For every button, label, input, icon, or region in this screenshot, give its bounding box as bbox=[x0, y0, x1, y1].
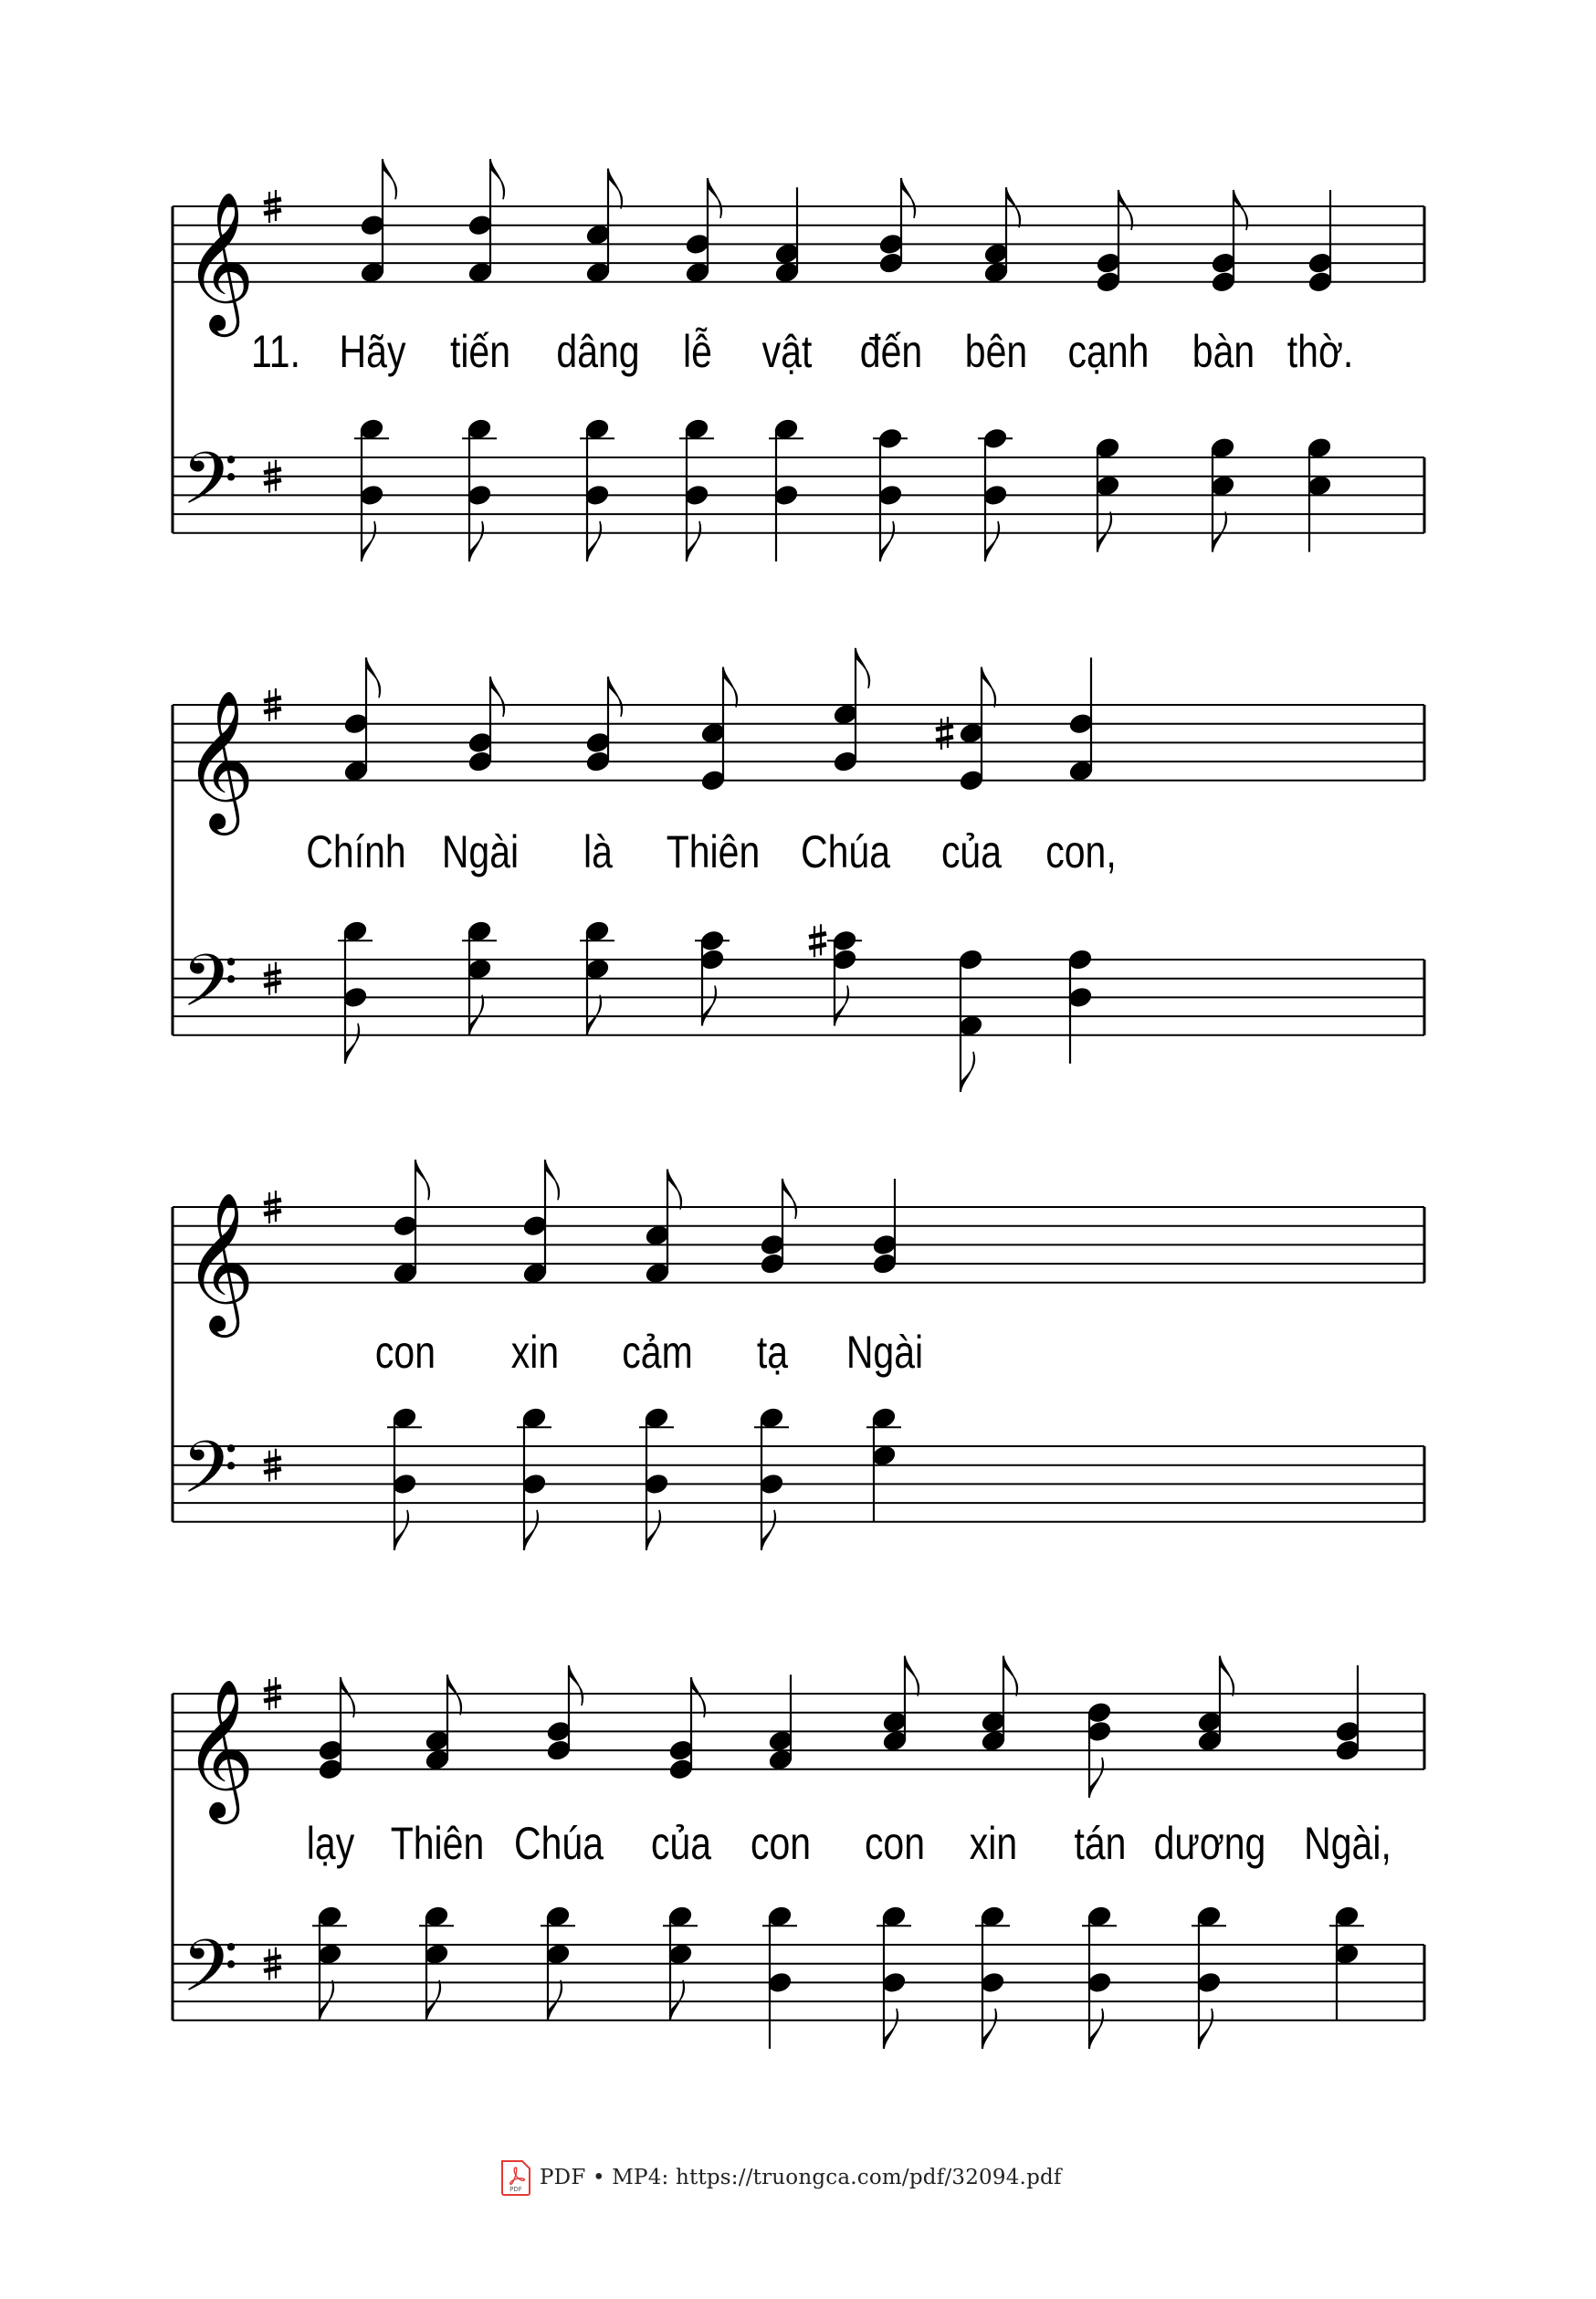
chord bbox=[375, 1160, 436, 1550]
chord bbox=[556, 169, 639, 562]
lyric-syllable: con bbox=[750, 1818, 812, 1869]
footer-link[interactable] bbox=[499, 2158, 1062, 2197]
eighth-flag bbox=[1234, 190, 1247, 230]
lyric-syllable: Thiên bbox=[666, 826, 761, 877]
treble-staff bbox=[173, 1677, 1424, 1824]
lyric-syllable: xin bbox=[510, 1327, 560, 1378]
lyric-syllable: con, bbox=[1045, 826, 1117, 877]
lyric-syllable: lễ bbox=[683, 326, 712, 377]
eighth-flag bbox=[587, 995, 601, 1035]
eighth-flag bbox=[687, 521, 700, 562]
sharp-accidental-icon bbox=[936, 717, 953, 750]
eighth-flag bbox=[702, 985, 716, 1025]
chord bbox=[580, 677, 622, 1035]
chord bbox=[306, 657, 405, 1064]
treble-staff bbox=[173, 190, 1424, 337]
eighth-flag bbox=[880, 521, 894, 562]
chord bbox=[970, 1656, 1018, 2049]
chord bbox=[1154, 1656, 1266, 2049]
eighth-flag bbox=[1089, 2009, 1103, 2049]
music-system bbox=[173, 1160, 1424, 1550]
chord bbox=[442, 677, 519, 1035]
eighth-flag bbox=[982, 2009, 996, 2049]
eighth-flag bbox=[691, 1677, 705, 1717]
eighth-flag bbox=[569, 1665, 583, 1706]
eighth-flag bbox=[341, 1677, 354, 1717]
eighth-flag bbox=[884, 2009, 898, 2049]
lyric-syllable: xin bbox=[969, 1818, 1018, 1869]
eighth-flag bbox=[469, 521, 483, 562]
eighth-flag bbox=[835, 985, 848, 1025]
eighth-flag bbox=[608, 677, 622, 717]
eighth-flag bbox=[782, 1179, 796, 1219]
treble-clef-icon: 𝄞 bbox=[184, 1191, 256, 1332]
eighth-flag bbox=[469, 995, 483, 1035]
eighth-flag bbox=[1003, 1656, 1017, 1696]
eighth-flag bbox=[961, 1052, 974, 1092]
chord bbox=[511, 1160, 560, 1550]
chord bbox=[307, 1677, 355, 2021]
bass-clef-icon: 𝄢 bbox=[182, 1425, 238, 1528]
lyric-syllable: tiến bbox=[449, 326, 511, 377]
lyric-syllable: là bbox=[583, 826, 613, 877]
lyric-syllable: Ngài, bbox=[1304, 1818, 1391, 1869]
eighth-flag bbox=[1220, 1656, 1234, 1696]
eighth-flag bbox=[646, 1510, 660, 1550]
chord bbox=[865, 1656, 925, 2049]
eighth-flag bbox=[490, 159, 504, 199]
chord bbox=[450, 159, 510, 562]
chord bbox=[1045, 657, 1116, 1064]
eighth-flag bbox=[761, 1510, 775, 1550]
lyric-syllable: Thiên bbox=[390, 1818, 485, 1869]
chord bbox=[1304, 1665, 1391, 2021]
eighth-flag bbox=[905, 1656, 919, 1696]
eighth-flag bbox=[345, 1024, 359, 1064]
eighth-flag bbox=[982, 667, 995, 708]
lyric-syllable: Chúa bbox=[513, 1818, 604, 1869]
lyric-syllable: của bbox=[650, 1818, 712, 1869]
chord bbox=[1075, 1700, 1127, 2049]
eighth-flag bbox=[366, 657, 380, 698]
lyric-syllable: cạnh bbox=[1067, 326, 1150, 377]
eighth-flag bbox=[856, 648, 869, 688]
lyric-syllable: Ngài bbox=[845, 1327, 924, 1378]
lyric-syllable: lạy bbox=[306, 1818, 355, 1869]
pdf-file-icon bbox=[499, 2159, 532, 2196]
chord bbox=[340, 159, 406, 562]
lyric-syllable: Hãy bbox=[339, 326, 406, 377]
music-system bbox=[173, 1656, 1424, 2049]
eighth-flag bbox=[394, 1510, 408, 1550]
eighth-flag bbox=[320, 1980, 333, 2021]
treble-clef-icon: 𝄞 bbox=[184, 688, 256, 830]
eighth-flag bbox=[426, 1980, 440, 2021]
eighth-flag bbox=[608, 169, 622, 209]
treble-staff bbox=[173, 688, 1424, 835]
systems-layer bbox=[173, 159, 1424, 2049]
svg-text:PDF: PDF bbox=[509, 2186, 522, 2193]
eighth-flag bbox=[901, 178, 915, 218]
chord bbox=[936, 667, 1003, 1092]
lyric-syllable: dâng bbox=[556, 326, 640, 377]
eighth-flag bbox=[524, 1510, 538, 1550]
eighth-flag bbox=[723, 667, 737, 708]
treble-clef-icon: 𝄞 bbox=[184, 1677, 256, 1819]
eighth-flag bbox=[1089, 1758, 1103, 1798]
eighth-flag bbox=[447, 1674, 461, 1715]
treble-staff bbox=[173, 1191, 1424, 1338]
music-system bbox=[173, 159, 1424, 562]
bass-clef-icon: 𝄢 bbox=[182, 939, 238, 1042]
lyric-syllable: của bbox=[940, 826, 1003, 877]
lyric-syllable: tạ bbox=[756, 1327, 789, 1378]
lyric-syllable: đến bbox=[859, 326, 923, 377]
eighth-flag bbox=[490, 677, 504, 717]
eighth-flag bbox=[1213, 512, 1226, 552]
eighth-flag bbox=[670, 1980, 684, 2021]
music-system bbox=[173, 648, 1424, 1092]
eighth-flag bbox=[383, 159, 396, 199]
lyric-syllable: dương bbox=[1153, 1818, 1266, 1869]
eighth-flag bbox=[415, 1160, 429, 1200]
bass-staff bbox=[173, 1924, 1424, 2026]
eighth-flag bbox=[545, 1160, 559, 1200]
chord bbox=[679, 178, 721, 562]
eighth-flag bbox=[1097, 512, 1111, 552]
eighth-flag bbox=[708, 178, 721, 218]
eighth-flag bbox=[587, 521, 601, 562]
eighth-flag bbox=[1199, 2009, 1213, 2049]
bass-clef-icon: 𝄢 bbox=[182, 1924, 238, 2027]
lyric-syllable: con bbox=[864, 1818, 926, 1869]
lyric-syllable: thờ. bbox=[1286, 326, 1354, 377]
lyric-syllable: con bbox=[374, 1327, 436, 1378]
lyric-syllable: Chính bbox=[306, 826, 406, 877]
lyric-syllable: bàn bbox=[1192, 326, 1255, 377]
lyric-syllable: tán bbox=[1074, 1818, 1127, 1869]
eighth-flag bbox=[1006, 187, 1020, 227]
eighth-flag bbox=[667, 1170, 681, 1210]
lyric-syllable: vật bbox=[761, 326, 813, 377]
bass-staff bbox=[173, 436, 1424, 539]
chord bbox=[391, 1674, 485, 2021]
eighth-flag bbox=[548, 1980, 562, 2021]
treble-clef-icon: 𝄞 bbox=[184, 190, 256, 331]
footer-text[interactable]: PDF • MP4: https://truongca.com/pdf/32094.pdf bbox=[540, 2166, 1062, 2189]
verse-number: 11. bbox=[251, 326, 300, 377]
lyric-syllable: Ngài bbox=[441, 826, 520, 877]
bass-clef-icon: 𝄢 bbox=[182, 436, 238, 540]
lyric-syllable: Chúa bbox=[800, 826, 891, 877]
chord bbox=[754, 1179, 796, 1550]
chord bbox=[860, 178, 922, 562]
chord bbox=[846, 1179, 923, 1522]
chord bbox=[514, 1665, 604, 2021]
chord bbox=[651, 1677, 712, 2021]
eighth-flag bbox=[362, 521, 375, 562]
eighth-flag bbox=[1118, 190, 1132, 230]
sharp-accidental-icon bbox=[809, 924, 826, 957]
bass-staff bbox=[173, 1425, 1424, 1527]
lyric-syllable: bên bbox=[964, 326, 1028, 377]
lyric-syllable: cảm bbox=[622, 1327, 693, 1378]
chord bbox=[667, 667, 761, 1026]
eighth-flag bbox=[985, 521, 999, 562]
